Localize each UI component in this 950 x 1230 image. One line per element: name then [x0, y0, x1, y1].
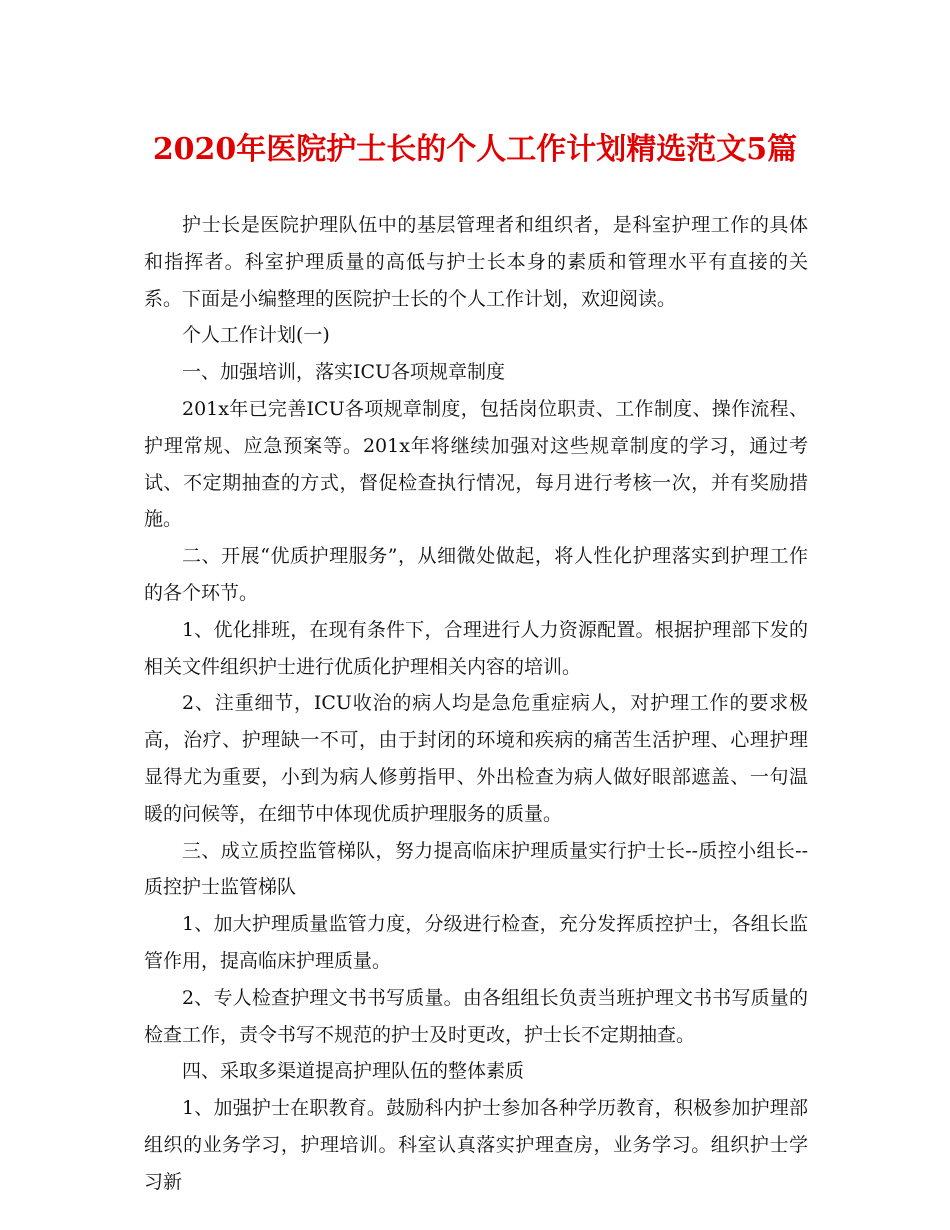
document-body [144, 207, 808, 1201]
paragraph-details: 2、注重细节，ICU收治的病人均是急危重症病人，对护理工作的要求极高，治疗、护理缺一不可，由于封闭的环境和疾病的痛苦生活护理、心理护理显得尤为重要，小到为病人修剪指甲、外出检查为病人做好眼部遮盖、一句温暖的问候等，在细节中体现优质护理服务的质量。 [144, 692, 808, 825]
paragraph-education: 1、加强护士在职教育。鼓励科内护士参加各种学历教育，积极参加护理部组织的业务学习，护理培训。科室认真落实护理查房，业务学习。组织护士学习新 [144, 1097, 808, 1193]
paragraph-scheduling: 1、优化排班，在现有条件下，合理进行人力资源配置。根据护理部下发的相关文件组织护士进行优质化护理相关内容的培训。 [144, 618, 808, 678]
paragraph-supervision: 1、加大护理质量监管力度，分级进行检查，充分发挥质控护士，各组长监管作用，提高临床护理质量。 [144, 913, 808, 972]
heading-quality-service: 二、开展“优质护理服务”，从细微处做起，将人性化护理落实到护理工作的各个环节。 [144, 545, 808, 604]
heading-quality-control: 三、成立质控监管梯队，努力提高临床护理质量实行护士长--质控小组长--质控护士监管梯队 [144, 839, 808, 899]
intro-paragraph: 护士长是医院护理队伍中的基层管理者和组织者，是科室护理工作的具体和指挥者。科室护理质量的高低与护士长本身的素质和管理水平有直接的关系。下面是小编整理的医院护士长的个人工作计划，欢迎阅读。 [144, 214, 808, 310]
paragraph-documentation: 2、专人检查护理文书书写质量。由各组组长负责当班护理文书书写质量的检查工作，责令书写不规范的护士及时更改，护士长不定期抽查。 [144, 986, 808, 1046]
document-title: 2020年医院护士长的个人工作计划精选范文5篇 [152, 132, 798, 167]
heading-team-quality: 四、采取多渠道提高护理队伍的整体素质 [182, 1060, 525, 1083]
heading-training: 一、加强培训，落实ICU各项规章制度 [182, 361, 506, 384]
paragraph-regulations: 201x年已完善ICU各项规章制度，包括岗位职责、工作制度、操作流程、护理常规、应急预案等。201x年将继续加强对这些规章制度的学习，通过考试、不定期抽查的方式，督促检查执行情况，每月进行考核一次，并有奖励措施。 [144, 397, 808, 531]
section-heading-plan-1: 个人工作计划(一) [182, 324, 330, 347]
